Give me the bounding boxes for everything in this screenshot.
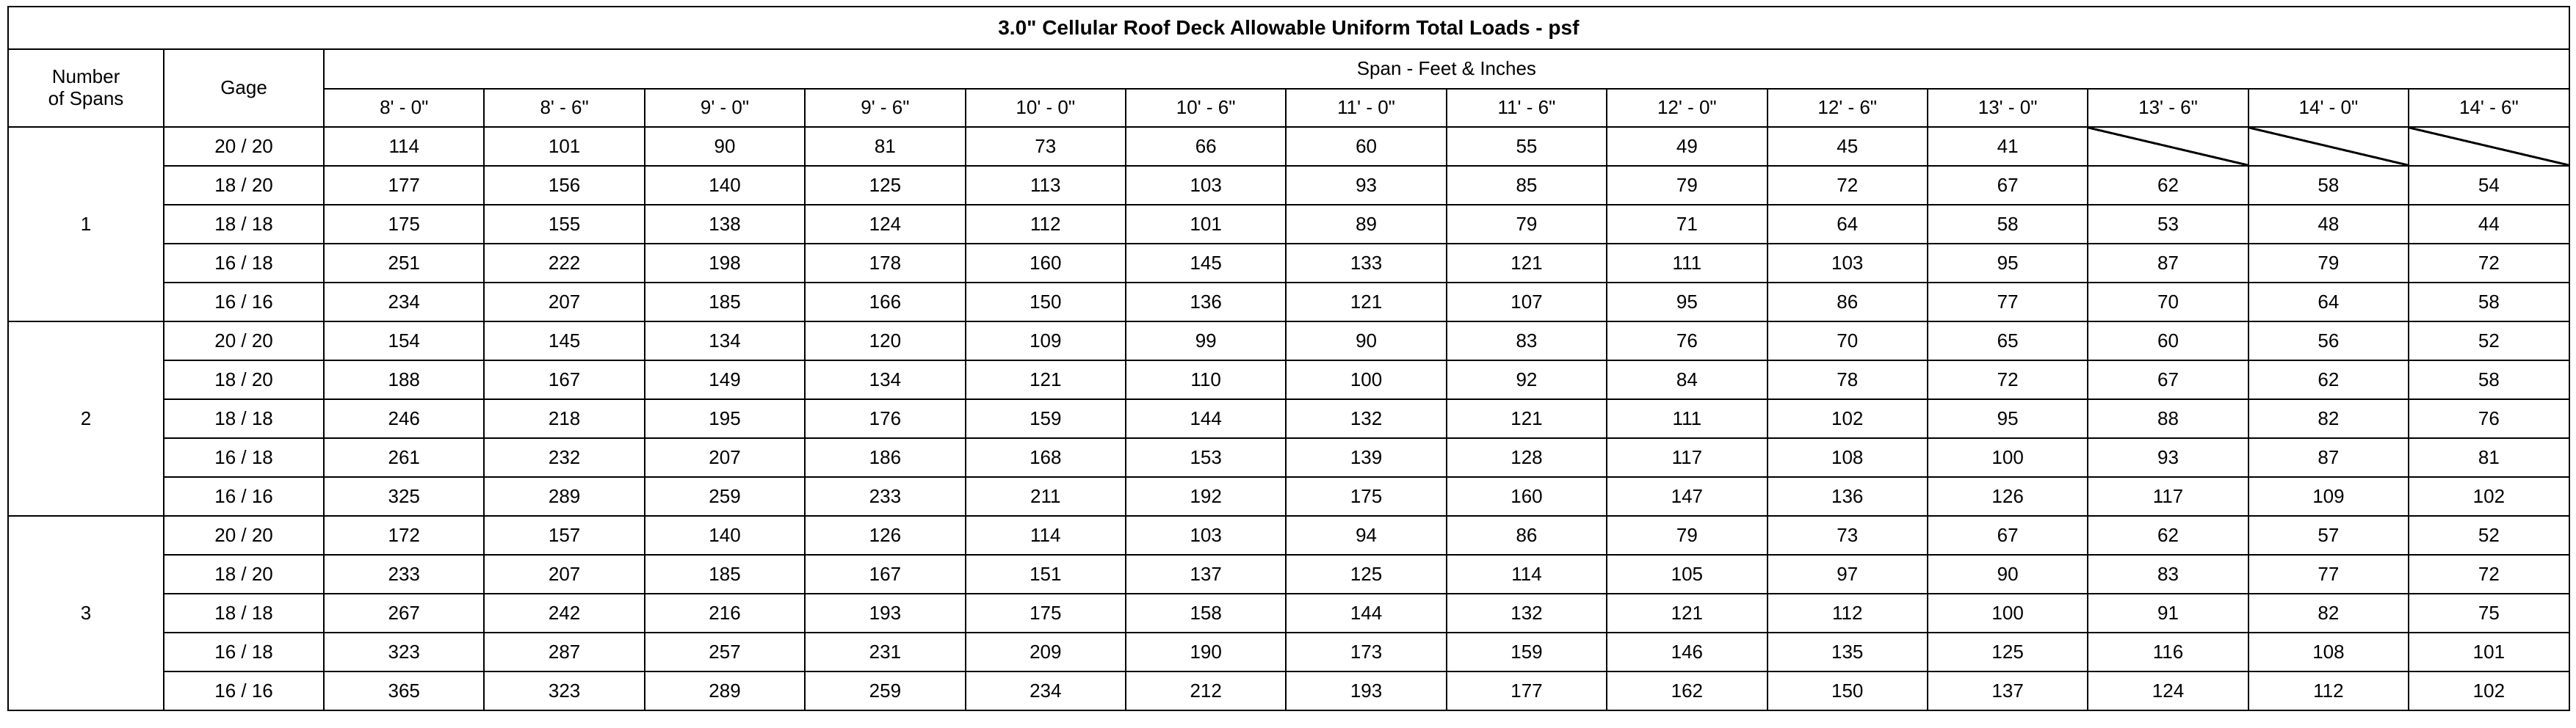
load-value-cell: 178 (805, 244, 965, 283)
load-value-cell: 111 (1607, 244, 1767, 283)
load-value-cell: 124 (2088, 671, 2248, 710)
load-value-cell: 116 (2088, 633, 2248, 671)
load-value-cell: 144 (1126, 399, 1286, 438)
load-value-cell: 134 (645, 321, 805, 360)
span-length-header: 12' - 6" (1768, 89, 1928, 127)
load-value-cell: 287 (484, 633, 644, 671)
load-value-cell: 132 (1447, 594, 1607, 633)
load-value-cell: 185 (645, 555, 805, 594)
load-table (7, 6, 2570, 711)
load-value-cell: 87 (2088, 244, 2248, 283)
load-value-cell: 102 (1768, 399, 1928, 438)
title-row (8, 7, 2569, 49)
load-value-cell: 60 (2088, 321, 2248, 360)
load-value-cell: 67 (1928, 166, 2088, 205)
load-value-cell: 57 (2248, 516, 2409, 555)
load-value-cell: 149 (645, 360, 805, 399)
load-value-cell: 72 (2409, 555, 2569, 594)
load-value-cell: 73 (966, 127, 1126, 166)
load-value-cell: 105 (1607, 555, 1767, 594)
load-value-cell: 81 (2409, 438, 2569, 477)
load-value-cell: 121 (1286, 283, 1446, 321)
load-value-cell: 267 (324, 594, 484, 633)
gage-cell: 16 / 16 (164, 671, 324, 710)
gage-cell: 20 / 20 (164, 127, 324, 166)
load-value-cell: 124 (805, 205, 965, 244)
load-value-cell: 87 (2248, 438, 2409, 477)
load-value-cell: 186 (805, 438, 965, 477)
load-value-cell: 90 (1286, 321, 1446, 360)
load-value-cell: 67 (1928, 516, 2088, 555)
table-row (8, 477, 2569, 516)
load-value-cell: 93 (1286, 166, 1446, 205)
load-value-cell: 173 (1286, 633, 1446, 671)
load-value-cell: 102 (2409, 477, 2569, 516)
load-value-cell: 259 (805, 671, 965, 710)
load-value-cell: 64 (1768, 205, 1928, 244)
load-value-cell: 222 (484, 244, 644, 283)
load-value-cell: 97 (1768, 555, 1928, 594)
gage-cell: 16 / 16 (164, 477, 324, 516)
load-value-cell: 251 (324, 244, 484, 283)
load-value-cell: 101 (2409, 633, 2569, 671)
span-length-header: 9' - 0" (645, 89, 805, 127)
load-value-cell: 44 (2409, 205, 2569, 244)
load-value-cell: 79 (1447, 205, 1607, 244)
load-value-cell: 107 (1447, 283, 1607, 321)
span-length-header: 10' - 6" (1126, 89, 1286, 127)
gage-cell: 16 / 18 (164, 438, 324, 477)
load-value-cell: 139 (1286, 438, 1446, 477)
gage-cell: 18 / 18 (164, 205, 324, 244)
load-value-cell: 154 (324, 321, 484, 360)
table-row (8, 244, 2569, 283)
load-value-cell: 53 (2088, 205, 2248, 244)
span-length-header: 13' - 6" (2088, 89, 2248, 127)
span-length-header: 14' - 0" (2248, 89, 2409, 127)
load-value-cell: 155 (484, 205, 644, 244)
gage-cell: 18 / 20 (164, 360, 324, 399)
load-value-cell: 85 (1447, 166, 1607, 205)
load-value-cell: 193 (805, 594, 965, 633)
load-value-cell: 257 (645, 633, 805, 671)
load-value-cell: 146 (1607, 633, 1767, 671)
load-value-cell: 147 (1607, 477, 1767, 516)
load-value-cell: 76 (1607, 321, 1767, 360)
load-value-cell: 73 (1768, 516, 1928, 555)
load-value-cell: 52 (2409, 516, 2569, 555)
load-value-cell: 159 (1447, 633, 1607, 671)
load-value-cell: 77 (2248, 555, 2409, 594)
load-value-cell: 158 (1126, 594, 1286, 633)
load-value-cell: 177 (324, 166, 484, 205)
load-value-cell: 137 (1126, 555, 1286, 594)
load-value-cell: 58 (2248, 166, 2409, 205)
load-value-cell: 137 (1928, 671, 2088, 710)
load-value-cell: 259 (645, 477, 805, 516)
span-length-row (8, 89, 2569, 127)
load-value-cell: 67 (2088, 360, 2248, 399)
load-value-cell: 153 (1126, 438, 1286, 477)
gage-cell: 20 / 20 (164, 516, 324, 555)
load-value-cell: 113 (966, 166, 1126, 205)
load-value-cell: 242 (484, 594, 644, 633)
load-value-cell: 108 (1768, 438, 1928, 477)
load-value-cell: 52 (2409, 321, 2569, 360)
load-value-cell: 168 (966, 438, 1126, 477)
table-body (8, 127, 2569, 710)
load-value-cell: 103 (1126, 166, 1286, 205)
load-value-cell: 145 (484, 321, 644, 360)
not-applicable-cell (2248, 127, 2409, 166)
table-row (8, 166, 2569, 205)
load-value-cell: 64 (2248, 283, 2409, 321)
number-of-spans-header (8, 49, 164, 127)
load-value-cell: 175 (966, 594, 1126, 633)
load-value-cell: 136 (1768, 477, 1928, 516)
load-value-cell: 325 (324, 477, 484, 516)
gage-cell: 16 / 16 (164, 283, 324, 321)
number-of-spans-cell: 1 (8, 127, 164, 321)
load-value-cell: 172 (324, 516, 484, 555)
load-value-cell: 132 (1286, 399, 1446, 438)
span-header-row (8, 49, 2569, 89)
load-value-cell: 151 (966, 555, 1126, 594)
load-value-cell: 167 (484, 360, 644, 399)
load-value-cell: 95 (1928, 399, 2088, 438)
load-value-cell: 77 (1928, 283, 2088, 321)
span-length-header: 12' - 0" (1607, 89, 1767, 127)
load-value-cell: 71 (1607, 205, 1767, 244)
number-of-spans-cell: 2 (8, 321, 164, 516)
not-applicable-cell (2088, 127, 2248, 166)
load-value-cell: 112 (1768, 594, 1928, 633)
load-value-cell: 188 (324, 360, 484, 399)
load-value-cell: 125 (805, 166, 965, 205)
load-value-cell: 190 (1126, 633, 1286, 671)
table-row (8, 594, 2569, 633)
load-value-cell: 140 (645, 166, 805, 205)
table-row (8, 438, 2569, 477)
table-row (8, 205, 2569, 244)
load-value-cell: 62 (2088, 166, 2248, 205)
load-value-cell: 162 (1607, 671, 1767, 710)
not-applicable-cell (2409, 127, 2569, 166)
load-value-cell: 114 (324, 127, 484, 166)
load-value-cell: 95 (1607, 283, 1767, 321)
load-value-cell: 125 (1286, 555, 1446, 594)
load-value-cell: 135 (1768, 633, 1928, 671)
load-value-cell: 58 (2409, 360, 2569, 399)
load-value-cell: 198 (645, 244, 805, 283)
load-value-cell: 86 (1447, 516, 1607, 555)
load-value-cell: 49 (1607, 127, 1767, 166)
load-value-cell: 121 (1447, 244, 1607, 283)
load-value-cell: 100 (1928, 438, 2088, 477)
gage-cell: 18 / 20 (164, 166, 324, 205)
load-value-cell: 156 (484, 166, 644, 205)
load-value-cell: 82 (2248, 399, 2409, 438)
load-value-cell: 289 (645, 671, 805, 710)
load-value-cell: 234 (966, 671, 1126, 710)
load-value-cell: 101 (484, 127, 644, 166)
table-row (8, 633, 2569, 671)
load-value-cell: 75 (2409, 594, 2569, 633)
gage-cell: 18 / 20 (164, 555, 324, 594)
load-value-cell: 160 (966, 244, 1126, 283)
load-value-cell: 120 (805, 321, 965, 360)
gage-cell: 16 / 18 (164, 244, 324, 283)
load-value-cell: 114 (1447, 555, 1607, 594)
load-value-cell: 79 (1607, 166, 1767, 205)
load-value-cell: 112 (966, 205, 1126, 244)
load-value-cell: 365 (324, 671, 484, 710)
load-value-cell: 79 (1607, 516, 1767, 555)
table-row (8, 283, 2569, 321)
load-value-cell: 76 (2409, 399, 2569, 438)
load-value-cell: 54 (2409, 166, 2569, 205)
load-value-cell: 166 (805, 283, 965, 321)
gage-cell: 20 / 20 (164, 321, 324, 360)
load-value-cell: 58 (2409, 283, 2569, 321)
load-value-cell: 72 (2409, 244, 2569, 283)
gage-cell: 16 / 18 (164, 633, 324, 671)
load-value-cell: 117 (2088, 477, 2248, 516)
load-value-cell: 216 (645, 594, 805, 633)
load-value-cell: 60 (1286, 127, 1446, 166)
table-row (8, 671, 2569, 710)
load-value-cell: 100 (1928, 594, 2088, 633)
load-value-cell: 65 (1928, 321, 2088, 360)
load-value-cell: 111 (1607, 399, 1767, 438)
span-length-header: 11' - 6" (1447, 89, 1607, 127)
load-value-cell: 193 (1286, 671, 1446, 710)
load-value-cell: 66 (1126, 127, 1286, 166)
load-value-cell: 45 (1768, 127, 1928, 166)
table-header (8, 7, 2569, 127)
load-value-cell: 79 (2248, 244, 2409, 283)
load-value-cell: 121 (1447, 399, 1607, 438)
load-value-cell: 232 (484, 438, 644, 477)
load-value-cell: 150 (1768, 671, 1928, 710)
load-value-cell: 136 (1126, 283, 1286, 321)
load-value-cell: 101 (1126, 205, 1286, 244)
load-value-cell: 70 (2088, 283, 2248, 321)
load-value-cell: 209 (966, 633, 1126, 671)
load-value-cell: 261 (324, 438, 484, 477)
load-value-cell: 90 (645, 127, 805, 166)
load-value-cell: 145 (1126, 244, 1286, 283)
load-value-cell: 231 (805, 633, 965, 671)
gage-cell: 18 / 18 (164, 594, 324, 633)
load-value-cell: 92 (1447, 360, 1607, 399)
load-value-cell: 289 (484, 477, 644, 516)
load-value-cell: 100 (1286, 360, 1446, 399)
table-row (8, 360, 2569, 399)
table-row (8, 555, 2569, 594)
load-value-cell: 102 (2409, 671, 2569, 710)
load-value-cell: 207 (484, 283, 644, 321)
load-value-cell: 176 (805, 399, 965, 438)
number-of-spans-header-line2: of Spans (48, 87, 124, 109)
load-value-cell: 99 (1126, 321, 1286, 360)
load-value-cell: 175 (324, 205, 484, 244)
load-value-cell: 91 (2088, 594, 2248, 633)
table-row (8, 127, 2569, 166)
load-value-cell: 207 (484, 555, 644, 594)
load-value-cell: 84 (1607, 360, 1767, 399)
number-of-spans-header-line1: Number (51, 65, 120, 88)
load-value-cell: 207 (645, 438, 805, 477)
load-value-cell: 103 (1126, 516, 1286, 555)
load-value-cell: 48 (2248, 205, 2409, 244)
load-value-cell: 110 (1126, 360, 1286, 399)
span-group-header: Span - Feet & Inches (324, 49, 2569, 89)
load-value-cell: 78 (1768, 360, 1928, 399)
load-value-cell: 323 (324, 633, 484, 671)
load-value-cell: 41 (1928, 127, 2088, 166)
load-value-cell: 134 (805, 360, 965, 399)
load-value-cell: 159 (966, 399, 1126, 438)
load-table-wrapper (7, 6, 2569, 711)
load-value-cell: 86 (1768, 283, 1928, 321)
span-length-header: 14' - 6" (2409, 89, 2569, 127)
table-title: 3.0" Cellular Roof Deck Allowable Uniform Total Loads - psf (8, 7, 2569, 49)
table-row (8, 399, 2569, 438)
span-length-header: 9' - 6" (805, 89, 965, 127)
table-row (8, 321, 2569, 360)
load-value-cell: 138 (645, 205, 805, 244)
load-value-cell: 62 (2088, 516, 2248, 555)
load-value-cell: 82 (2248, 594, 2409, 633)
load-value-cell: 126 (805, 516, 965, 555)
load-value-cell: 72 (1928, 360, 2088, 399)
load-value-cell: 195 (645, 399, 805, 438)
load-value-cell: 233 (805, 477, 965, 516)
load-value-cell: 133 (1286, 244, 1446, 283)
load-value-cell: 167 (805, 555, 965, 594)
load-value-cell: 233 (324, 555, 484, 594)
load-value-cell: 192 (1126, 477, 1286, 516)
load-value-cell: 185 (645, 283, 805, 321)
span-length-header: 10' - 0" (966, 89, 1126, 127)
load-value-cell: 56 (2248, 321, 2409, 360)
load-value-cell: 121 (1607, 594, 1767, 633)
load-value-cell: 55 (1447, 127, 1607, 166)
load-value-cell: 160 (1447, 477, 1607, 516)
span-length-header: 8' - 6" (484, 89, 644, 127)
load-value-cell: 83 (1447, 321, 1607, 360)
load-value-cell: 323 (484, 671, 644, 710)
load-value-cell: 234 (324, 283, 484, 321)
load-value-cell: 83 (2088, 555, 2248, 594)
load-value-cell: 58 (1928, 205, 2088, 244)
load-value-cell: 121 (966, 360, 1126, 399)
span-length-header: 8' - 0" (324, 89, 484, 127)
load-value-cell: 95 (1928, 244, 2088, 283)
gage-cell: 18 / 18 (164, 399, 324, 438)
load-value-cell: 175 (1286, 477, 1446, 516)
table-row (8, 516, 2569, 555)
load-value-cell: 218 (484, 399, 644, 438)
load-value-cell: 126 (1928, 477, 2088, 516)
load-value-cell: 90 (1928, 555, 2088, 594)
load-value-cell: 72 (1768, 166, 1928, 205)
load-value-cell: 117 (1607, 438, 1767, 477)
span-length-header: 13' - 0" (1928, 89, 2088, 127)
load-value-cell: 140 (645, 516, 805, 555)
load-value-cell: 211 (966, 477, 1126, 516)
load-value-cell: 212 (1126, 671, 1286, 710)
load-value-cell: 177 (1447, 671, 1607, 710)
load-value-cell: 109 (2248, 477, 2409, 516)
load-value-cell: 109 (966, 321, 1126, 360)
load-value-cell: 88 (2088, 399, 2248, 438)
load-value-cell: 70 (1768, 321, 1928, 360)
load-value-cell: 144 (1286, 594, 1446, 633)
load-value-cell: 81 (805, 127, 965, 166)
number-of-spans-cell: 3 (8, 516, 164, 710)
load-value-cell: 128 (1447, 438, 1607, 477)
load-value-cell: 103 (1768, 244, 1928, 283)
load-value-cell: 114 (966, 516, 1126, 555)
load-value-cell: 246 (324, 399, 484, 438)
load-value-cell: 112 (2248, 671, 2409, 710)
span-length-header: 11' - 0" (1286, 89, 1446, 127)
load-value-cell: 62 (2248, 360, 2409, 399)
load-value-cell: 157 (484, 516, 644, 555)
load-value-cell: 89 (1286, 205, 1446, 244)
load-value-cell: 125 (1928, 633, 2088, 671)
load-value-cell: 108 (2248, 633, 2409, 671)
load-value-cell: 93 (2088, 438, 2248, 477)
load-value-cell: 94 (1286, 516, 1446, 555)
gage-header: Gage (164, 49, 324, 127)
load-value-cell: 150 (966, 283, 1126, 321)
